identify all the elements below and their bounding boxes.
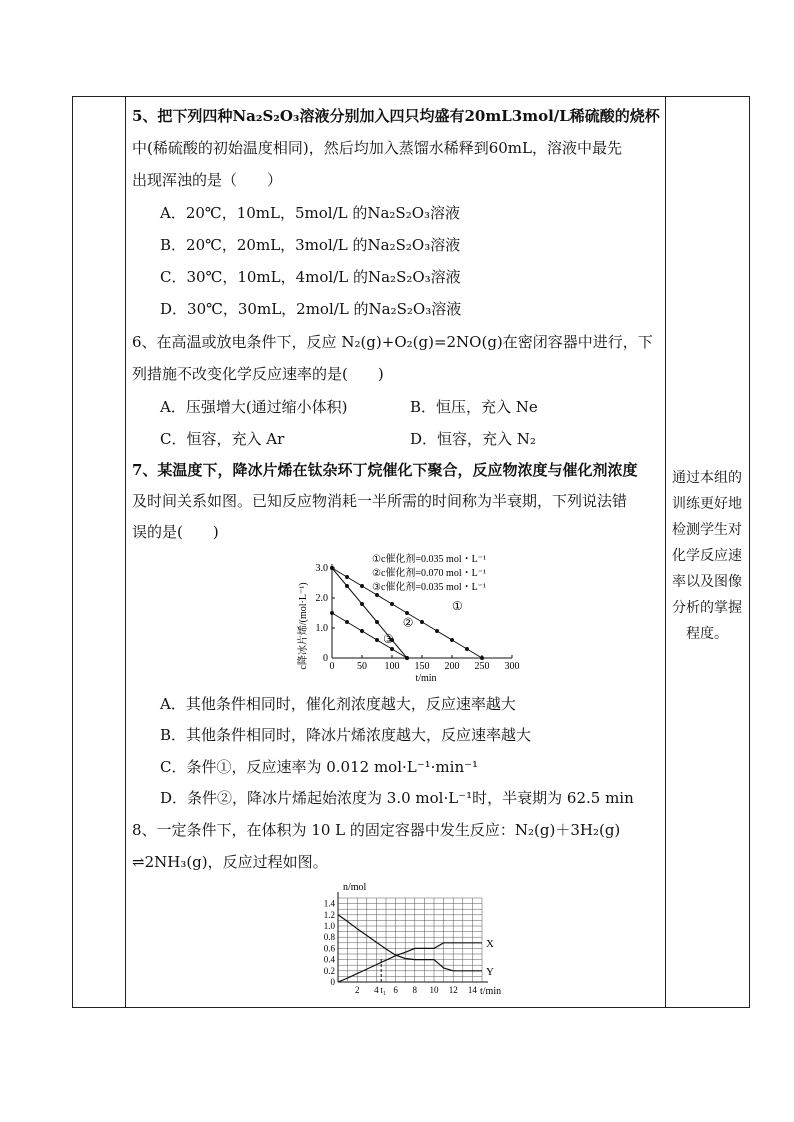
- chart1-data-point: [405, 611, 409, 615]
- chart1-data-point: [450, 638, 454, 642]
- chart1-data-point: [405, 656, 409, 660]
- q7-option-a: A．其他条件相同时，催化剂浓度越大，反应速率越大: [160, 695, 516, 713]
- teacher-note-line: 分析的掌握: [672, 600, 742, 616]
- teacher-note-line: 化学反应速: [672, 548, 742, 564]
- q6-option-d: D．恒容，充入 N₂: [410, 430, 536, 448]
- column-divider-left: [125, 97, 126, 1007]
- chart1-series-label: ①: [452, 599, 463, 613]
- teacher-note-line: 训练更好地: [672, 496, 742, 512]
- q5-line-3: 出现浑浊的是（ ）: [132, 171, 283, 189]
- chart2-y-tick-label: 0.4: [323, 954, 335, 965]
- chart1-y-tick-label: 2.0: [315, 593, 328, 604]
- chart1-data-point: [390, 647, 394, 651]
- chart2-y-tick-label: 1.4: [323, 898, 335, 909]
- q7-line-1: 7、某温度下，降冰片烯在钛杂环丁烷催化下聚合，反应物浓度与催化剂浓度: [132, 461, 638, 479]
- chart1-data-point: [375, 620, 379, 624]
- chart1-legend-2: ②c催化剂=0.070 mol・L⁻¹: [372, 568, 486, 579]
- chart1-x-tick-label: 50: [357, 661, 367, 672]
- chart1-x-axis-label: t/min: [415, 673, 437, 684]
- chart1-data-point: [330, 611, 334, 615]
- q7-option-d: D．条件②，降冰片烯起始浓度为 3.0 mol·L⁻¹时，半衰期为 62.5 min: [160, 789, 634, 807]
- chart1-data-point: [375, 638, 379, 642]
- chart2-y-tick-label: 0: [330, 977, 335, 987]
- q7-line-2: 及时间关系如图。已知反应物消耗一半所需的时间称为半衰期，下列说法错: [132, 492, 628, 510]
- column-divider-right: [665, 97, 666, 1007]
- chart1-x-tick-label: 150: [414, 661, 430, 672]
- chart2-x-tick-label: 2: [354, 985, 360, 995]
- q5-option-c: C．30℃，10mL，4mol/L 的Na₂S₂O₃溶液: [160, 268, 461, 286]
- q8-line-2: ⇌2NH₃(g)，反应过程如图。: [132, 853, 328, 871]
- chart1-series-label: ②: [402, 615, 414, 630]
- chart1-data-point: [390, 602, 394, 606]
- chart2-x-axis-label: t/min: [480, 986, 502, 997]
- chart1-data-point: [345, 575, 349, 579]
- chart1-data-point: [345, 620, 349, 624]
- chart1-series-label: ③: [383, 632, 394, 646]
- q6-option-c: C．恒容，充入 Ar: [160, 430, 285, 448]
- chart2-y-tick-label: 0.8: [323, 932, 335, 943]
- q6-option-b: B．恒压，充入 Ne: [410, 398, 538, 416]
- teacher-note-line: 通过本组的: [672, 470, 742, 486]
- chart2-y-tick-label: 1.2: [323, 909, 335, 920]
- teacher-note-line: 率以及图像: [672, 574, 742, 590]
- chart1-legend-1: ①c催化剂=0.035 mol・L⁻¹: [372, 554, 486, 565]
- chart1-x-tick-label: 200: [444, 661, 460, 672]
- chart2-y-tick-label: 0.6: [323, 943, 335, 954]
- q6-line-2: 列措施不改变化学反应速率的是( ): [132, 365, 384, 383]
- chart2-series-line: [338, 943, 482, 982]
- chart2-x-tick-label: 10: [429, 985, 439, 995]
- chart1-y-tick-label: 0: [323, 653, 328, 664]
- teacher-note-line: 程度。: [686, 626, 728, 642]
- teacher-note-line: 检测学生对: [672, 522, 742, 538]
- chart1-data-point: [360, 602, 364, 606]
- chart2-y-tick-label: 0.2: [323, 965, 335, 976]
- chart2-x-tick-label: 4: [374, 985, 379, 995]
- chart1-data-point: [360, 584, 364, 588]
- chart1-x-tick-label: 100: [384, 661, 400, 672]
- chart2-x-tick-label: 14: [467, 985, 477, 995]
- chart1-y-tick-label: 1.0: [315, 623, 328, 634]
- q6-option-a: A．压强增大(通过缩小体积): [160, 398, 348, 416]
- chart1-y-tick-label: 3.0: [315, 563, 328, 574]
- q7-line-3: 误的是( ): [132, 523, 219, 541]
- chart2-y-axis-label: n/mol: [343, 882, 367, 893]
- chart1-data-point: [375, 593, 379, 597]
- chart2-x-tick-label: 8: [412, 985, 418, 995]
- chart1-y-axis-label: c降冰片烯/(mol·L⁻¹): [298, 582, 309, 670]
- q7-option-c: C．条件①，反应速率为 0.012 mol·L⁻¹·min⁻¹: [160, 758, 479, 776]
- chart-moles-vs-time: [310, 880, 510, 998]
- chart1-data-point: [465, 647, 469, 651]
- chart1-legend-3: ③c催化剂=0.035 mol・L⁻¹: [372, 582, 486, 593]
- chart1-x-tick-label: 300: [504, 661, 520, 672]
- chart1-data-point: [360, 629, 364, 633]
- chart1-data-point: [420, 620, 424, 624]
- chart1-data-point: [435, 629, 439, 633]
- chart1-x-tick-label: 0: [329, 661, 335, 672]
- chart2-x-tick-label: 6: [393, 985, 398, 995]
- chart2-x-tick-label: 12: [448, 985, 458, 995]
- q5-option-a: A．20℃，10mL，5mol/L 的Na₂S₂O₃溶液: [160, 204, 461, 222]
- chart1-x-tick-label: 250: [474, 661, 490, 672]
- chart2-x-tick-label: t₁: [380, 985, 387, 995]
- q5-line-1: 5、把下列四种Na₂S₂O₃溶液分别加入四只均盛有20mL3mol/L稀硫酸的烧杯: [132, 107, 660, 125]
- q5-line-2: 中(稀硫酸的初始温度相同)，然后均加入蒸馏水稀释到60mL，溶液中最先: [132, 139, 622, 157]
- chart2-y-tick-label: 1.0: [323, 921, 335, 931]
- chart-concentration-vs-time: [296, 548, 522, 684]
- chart1-data-point: [345, 584, 349, 588]
- chart2-series-label: X: [486, 937, 494, 950]
- q7-option-b: B．其他条件相同时，降冰片烯浓度越大，反应速率越大: [160, 726, 532, 744]
- q8-line-1: 8、一定条件下，在体积为 10 L 的固定容器中发生反应：N₂(g)＋3H₂(g): [132, 821, 621, 839]
- chart1-series-line: [332, 613, 407, 658]
- q5-option-d: D．30℃，30mL，2mol/L 的Na₂S₂O₃溶液: [160, 300, 462, 318]
- q6-line-1: 6、在高温或放电条件下，反应 N₂(g)+O₂(g)=2NO(g)在密闭容器中进行，下: [132, 333, 653, 351]
- q5-option-b: B．20℃，20mL，3mol/L 的Na₂S₂O₃溶液: [160, 236, 461, 254]
- chart2-series-label: Y: [486, 965, 494, 978]
